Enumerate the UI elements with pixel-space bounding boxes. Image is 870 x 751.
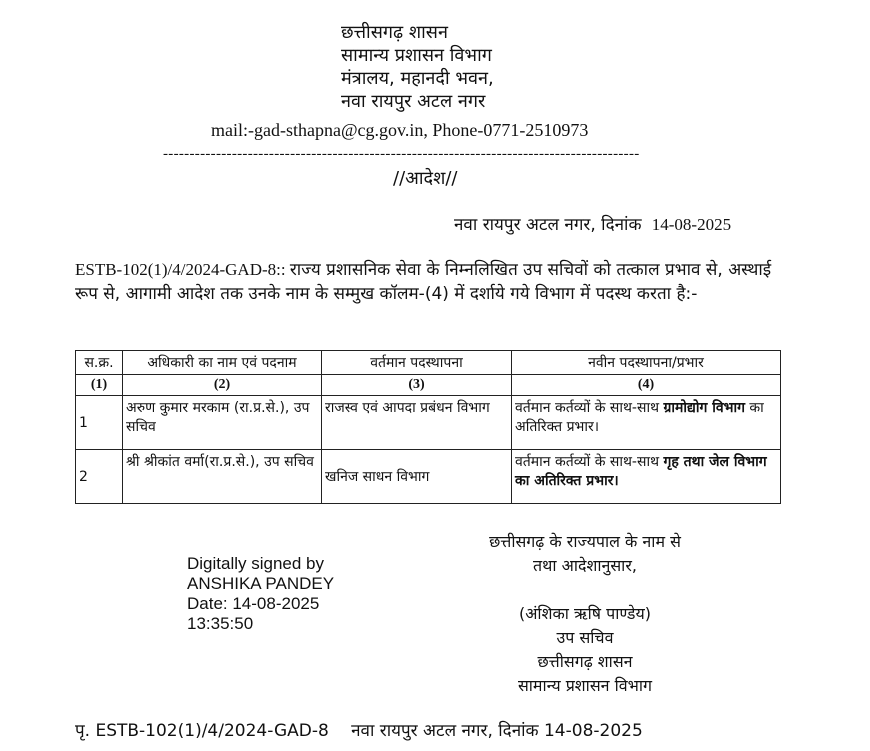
row-new-dept: गृह तथा जेल विभाग का अतिरिक्त प्रभार। bbox=[515, 454, 767, 489]
row-sno: 1 bbox=[76, 396, 123, 450]
endorsement-place-date: नवा रायपुर अटल नगर, दिनांक 14-08-2025 bbox=[351, 721, 643, 741]
signatory-name: (अंशिका ऋषि पाण्डेय) bbox=[518, 604, 652, 623]
header-building: मंत्रालय, महानदी भवन, bbox=[341, 68, 494, 89]
row-current: खनिज साधन विभाग bbox=[322, 450, 512, 504]
posting-table bbox=[75, 350, 781, 504]
table-row bbox=[76, 450, 781, 504]
row-new-suffix: का अतिरिक्त प्रभार। bbox=[515, 400, 764, 435]
endorsement bbox=[75, 718, 643, 741]
sig-date: Date: 14-08-2025 bbox=[187, 594, 320, 613]
colnum-1: (1) bbox=[76, 375, 123, 396]
header-sno: स.क्र. bbox=[76, 351, 123, 375]
signatory-details bbox=[455, 602, 715, 698]
row-officer: अरुण कुमार मरकाम (रा.प्र.से.), उप सचिव bbox=[123, 396, 322, 450]
endorsement-ref: पृ. ESTB-102(1)/4/2024-GAD-8 bbox=[75, 721, 329, 741]
row-officer: श्री श्रीकांत वर्मा(रा.प्र.से.), उप सचिव bbox=[123, 450, 322, 504]
signatory-authority bbox=[455, 530, 715, 578]
sig-time: 13:35:50 bbox=[187, 614, 254, 633]
header-department: सामान्य प्रशासन विभाग bbox=[341, 45, 492, 66]
signatory-org-1: छत्तीसगढ़ शासन bbox=[537, 652, 633, 671]
header-officer: अधिकारी का नाम एवं पदनाम bbox=[123, 351, 322, 375]
signatory-designation: उप सचिव bbox=[556, 628, 614, 647]
header-city: नवा रायपुर अटल नगर bbox=[341, 91, 486, 112]
row-new-dept: ग्रामोद्योग विभाग bbox=[663, 400, 745, 416]
colnum-2: (2) bbox=[123, 375, 322, 396]
table-row bbox=[76, 396, 781, 450]
dateline-place: नवा रायपुर अटल नगर, दिनांक bbox=[454, 215, 642, 235]
colnum-4: (4) bbox=[512, 375, 781, 396]
header-new-posting: नवीन पदस्थापना/प्रभार bbox=[512, 351, 781, 375]
row-new bbox=[512, 450, 781, 504]
digital-signature bbox=[187, 554, 334, 634]
table-header-row bbox=[76, 351, 781, 375]
row-sno: 2 bbox=[76, 450, 123, 504]
sig-line-1: Digitally signed by bbox=[187, 554, 325, 573]
header-contact: mail:-gad-sthapna@cg.gov.in, Phone-0771-2510973 bbox=[211, 120, 589, 140]
order-body bbox=[75, 258, 775, 306]
table-colnum-row bbox=[76, 375, 781, 396]
dateline-date: 14-08-2025 bbox=[651, 215, 732, 234]
signatory-line-1: छत्तीसगढ़ के राज्यपाल के नाम से bbox=[489, 532, 681, 551]
order-title: //आदेश// bbox=[393, 168, 458, 189]
row-new bbox=[512, 396, 781, 450]
header-divider: ------------------------------------------------------------------------------------------ bbox=[163, 146, 640, 162]
row-current: राजस्व एवं आपदा प्रबंधन विभाग bbox=[322, 396, 512, 450]
colnum-3: (3) bbox=[322, 375, 512, 396]
order-ref: ESTB-102(1)/4/2024-GAD-8:: bbox=[75, 260, 286, 279]
header-current-posting: वर्तमान पदस्थापना bbox=[322, 351, 512, 375]
row-new-prefix: वर्तमान कर्तव्यों के साथ-साथ bbox=[515, 454, 660, 470]
dateline bbox=[454, 212, 731, 235]
signatory-line-2: तथा आदेशानुसार, bbox=[533, 556, 637, 575]
signatory-org-2: सामान्य प्रशासन विभाग bbox=[517, 676, 653, 695]
sig-name: ANSHIKA PANDEY bbox=[187, 574, 335, 593]
order-text: राज्य प्रशासनिक सेवा के निम्नलिखित उप सचिवों को तत्काल प्रभाव से, अस्थाई रूप से, आगामी आदेश तक उनके नाम के सम्मुख कॉलम-(4) में दर्शाये गये विभाग में पदस्थ करता है:- bbox=[75, 260, 772, 304]
row-new-prefix: वर्तमान कर्तव्यों के साथ-साथ bbox=[515, 400, 660, 416]
header-govt: छत्तीसगढ़ शासन bbox=[341, 22, 448, 43]
